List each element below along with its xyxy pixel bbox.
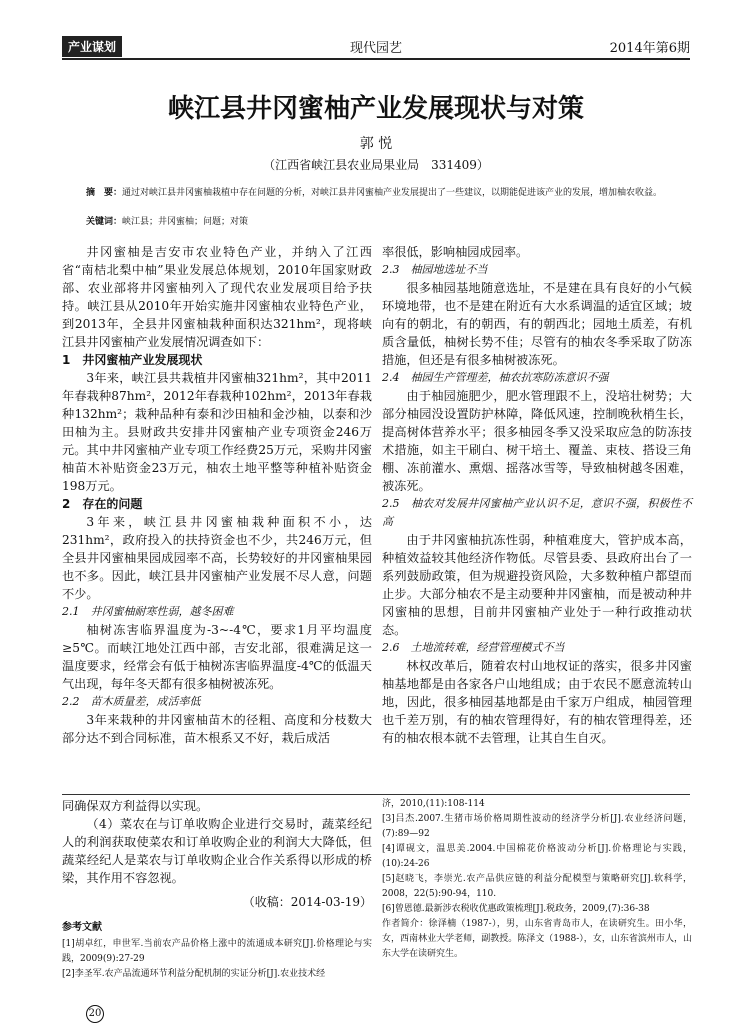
author-bio: 作者简介：徐泽楠（1987-），男，山东省青岛市人，在读研究生。田小华，女，西南林业大学老师，副教授。陈泽文（1988-），女，山东省滨州市人，山东大学在读研究生。: [382, 919, 692, 959]
keywords: [86, 214, 676, 227]
keywords-label: 关键词：: [86, 217, 123, 227]
reference-item: [2]李圣军.农产品流通环节利益分配机制的实证分析[J].农业技术经: [62, 969, 326, 979]
received-date: （收稿：2014-03-19）: [242, 895, 372, 909]
reference-item: 济，2010,(11):108-114: [382, 799, 485, 809]
paragraph: 同确保双方利益得以实现。: [62, 799, 209, 813]
reference-item: [1]胡卓红，申世军.当前农产品价格上涨中的流通成本研究[J].价格理论与实践，2009(9):27-29: [62, 939, 372, 964]
paragraph: 3年来栽种的井冈蜜柚苗木的径粗、高度和分枝数大部分达不到合同标准，苗木根系又不好，栽后成活: [62, 713, 372, 745]
paragraph: 林权改革后，随着农村山地权证的落实，很多井冈蜜柚基地都是由各家各户山地组成；由于农民不愿意流转山地，因此，很多柚园基地都是由千家万户组成，柚园管理也千差万别，有的柚农管理得好，有的柚农管理得差，还有的柚农根本就不去管理，让其自生自灭。: [382, 659, 692, 745]
paragraph: 由于井冈蜜柚抗冻性弱，种植难度大，管护成本高，种植效益较其他经济作物低。尽管县委、县政府出台了一系列鼓励政策，但为规避投资风险，大多数种植户都望而止步。大部分柚农不是主动要种井冈蜜柚，而是被动种井冈蜜柚的思想，目前井冈蜜柚产业处于一种行政推动状态。: [382, 533, 692, 637]
subsection-heading: 2.2 苗木质量差，成活率低: [62, 695, 201, 708]
section-tag: 产业谋划: [62, 36, 122, 57]
column-right-top: [382, 243, 692, 747]
article-divider: [62, 794, 690, 795]
paragraph: 率很低，影响柚园成园率。: [382, 245, 529, 259]
subsection-heading: 2.1 井冈蜜柚耐寒性弱，越冬困难: [62, 605, 234, 618]
paragraph: 3年来，峡江县共栽植井冈蜜柚321hm²，其中2011年春栽种87hm²，2012年春栽种102hm²，2013年春栽种132hm²；栽种品种有泰和沙田柚和金沙柚，以泰和沙田柚为主。县财政共安排井冈蜜柚产业专项资金246万元。其中井冈蜜柚产业专项工作经费25万元，采购井冈蜜柚苗木补贴资金23万元，柚农土地平整等种植补贴资金198万元。: [62, 371, 372, 493]
subsection-heading: 2.4 柚园生产管理差，柚农抗寒防冻意识不强: [382, 371, 609, 384]
subsection-heading: 2.5 柚农对发展井冈蜜柚产业认识不足，意识不强，积极性不高: [382, 497, 692, 528]
abstract-text: 通过对峡江县井冈蜜柚栽植中存在问题的分析，对峡江县井冈蜜柚产业发展提出了一些建议，以期能促进该产业的发展，增加柚农收益。: [122, 188, 663, 198]
paragraph: 井冈蜜柚是吉安市农业特色产业，并纳入了江西省“南桔北梨中柚”果业发展总体规划，2010年国家财政部、农业部将井冈蜜柚列入了现代农业发展项目给予扶持。峡江县从2010年开始实施井冈蜜柚农业特色产业，到2013年，全县井冈蜜柚栽种面积达321hm²，现将峡江县井冈蜜柚产业发展情况调查如下：: [62, 245, 372, 349]
page-number: 20: [86, 1005, 104, 1023]
abstract-label: 摘 要：: [86, 188, 123, 198]
author-name: 郭 悦: [359, 136, 393, 152]
paragraph: （4）菜农在与订单收购企业进行交易时，蔬菜经纪人的利润获取使菜农和订单收购企业的利润大大降低，但蔬菜经纪人是菜农与订单收购企业合作关系得以形成的桥梁，其作用不容忽视。: [62, 817, 372, 885]
column-left-top: [62, 243, 372, 747]
page-header: [62, 36, 690, 60]
issue-number: 2014年第6期: [609, 41, 690, 56]
column-left-bottom: [62, 797, 372, 982]
paragraph: 3年来，峡江县井冈蜜柚栽种面积不小，达231hm²，政府投入的扶持资金也不少，共246万元，但全县井冈蜜柚果园成园率不高，长势较好的井冈蜜柚果园也不多。因此，峡江县井冈蜜柚产业发展不尽人意，问题不少。: [62, 515, 372, 601]
abstract: [86, 186, 676, 200]
reference-item: [6]曾恩德.最新涉农税收优惠政策梳理[J].税政务，2009,(7):36-38: [382, 904, 650, 914]
author-affiliation: （江西省峡江县农业局果业局 331409）: [263, 158, 489, 172]
paragraph: 很多柚园基地随意选址，不是建在具有良好的小气候环境地带，也不是建在附近有大水系调温的适宜区域；坡向有的朝北，有的朝西，有的朝西北；园地土质差，有机质含量低，柚树长势不佳；尽管有的柚农冬季采取了防冻措施，但还是有很多柚树被冻死。: [382, 281, 692, 367]
journal-name: 现代园艺: [350, 41, 403, 56]
subsection-heading: 2.3 柚园地选址不当: [382, 263, 488, 276]
column-right-bottom: [382, 797, 692, 962]
article-title: 峡江县井冈蜜柚产业发展现状与对策: [167, 94, 584, 124]
paragraph: 由于柚园施肥少，肥水管理跟不上，没培壮树势；大部分柚园没设置防护林障，降低风速，控制晚秋梢生长，提高树体营养水平；很多柚园冬季又没采取应急的防冻技术措施，如主干刷白、树干培土、覆盖、束枝、搭设三角棚、冻前灌水、熏烟、摇落冰雪等，导致柚树越冬困难，被冻死。: [382, 389, 692, 493]
paragraph: 柚树冻害临界温度为-3~-4℃，要求1月平均温度≥5℃。而峡江地处江西中部，吉安北部，很难满足这一温度要求，经常会有低于柚树冻害临界温度-4℃的低温天气出现，每年冬天都有很多柚树被冻死。: [62, 623, 372, 691]
subsection-heading: 2.6 土地流转难，经营管理模式不当: [382, 641, 565, 654]
section-heading: 2 存在的问题: [62, 497, 143, 511]
references-heading: 参考文献: [62, 922, 102, 933]
keywords-text: 峡江县；井冈蜜柚；问题；对策: [122, 217, 249, 227]
reference-item: [3]吕杰.2007.生猪市场价格周期性波动的经济学分析[J].农业经济问题，(7):89—92: [382, 814, 692, 839]
reference-item: [4]谭砚文，温思美.2004.中国棉花价格波动分析[J].价格理论与实践，(10):24-26: [382, 844, 692, 869]
reference-item: [5]赵晓飞，李崇光.农产品供应链的利益分配模型与策略研究[J].软科学，2008，22(5):90-94，110.: [382, 874, 692, 899]
section-heading: 1 井冈蜜柚产业发展现状: [62, 353, 203, 367]
